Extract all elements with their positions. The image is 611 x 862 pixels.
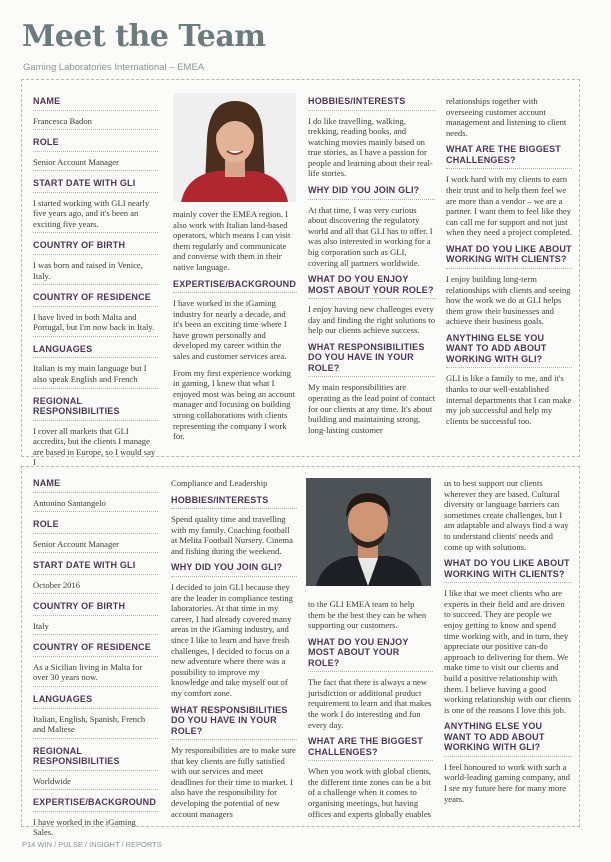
body-text: My responsibilities are to make sure that key clients are fully satisfied with our services and meet deadlines for their time to market. I also have the responsibility for developing the potential of new account managers	[171, 745, 296, 819]
profile2-column-2	[171, 478, 297, 825]
section-heading: LANGUAGES	[33, 344, 158, 359]
profile1-column-2	[173, 209, 297, 448]
languages-value: Italian, English, Spanish, French and Maltese	[33, 714, 158, 739]
body-text: I do like travelling, walking, trekking, reading books, and watching movies mainly based on true stories, as I have a passion for people and learning about their real-life stories.	[308, 115, 433, 179]
name-value: Francesca Badon	[33, 116, 158, 131]
profile-photo-francesca	[173, 93, 296, 202]
section-heading: REGIONAL RESPONSIBILITIES	[33, 746, 158, 771]
page-footer: P14 WIN / PULSE / INSIGHT / REPORTS	[22, 840, 162, 849]
page-subtitle: Gaming Laboratories International – EMEA	[23, 62, 205, 73]
page-title: Meet the Team	[22, 19, 266, 54]
section-heading: REGIONAL RESPONSIBILITIES	[33, 396, 158, 421]
profile-photo-antonino	[306, 478, 431, 586]
section-heading: COUNTRY OF BIRTH	[33, 601, 158, 616]
section-heading: WHAT DO YOU ENJOY MOST ABOUT YOUR ROLE?	[308, 274, 435, 299]
section-heading: ANYTHING ELSE YOU WANT TO ADD ABOUT WORKING WITH GLI?	[446, 333, 572, 369]
body-text: I like that we meet clients who are experts in their field and are driven to succeed. They are people we enjoy getting to know and spend time working with, and in turn, they appreciate our positive can-do approach to delivering for them. We make time to visit our clients and build a positive relationship with them. I believe having a good working relationship with our clients is one of the reasons I love this job.	[444, 588, 571, 715]
body-text: From my first experience working in gaming, I knew that what I enjoyed most was being an account manager and focusing on building strong collaborations with clients representing the company I work for.	[173, 367, 295, 442]
body-text: At that time, I was very curious about discovering the regulatory world and all that GLI has to offer. I was also interested in working for a big corporation such as GLI, covering all partners worldwide.	[308, 204, 433, 268]
section-heading: COUNTRY OF RESIDENCE	[33, 642, 158, 657]
name-value: Antonino Santangelo	[33, 498, 158, 513]
role-value: Senior Account Manager	[33, 539, 158, 554]
body-text: to the GLI EMEA team to help them be the best they can be when supporting our customers.	[308, 599, 427, 631]
profile2-column-1	[33, 478, 158, 844]
body-text: I have worked in the iGaming industry for nearly a decade, and it's been an exciting time where I have grown personally and developed my career within the sales and customer services area.	[173, 298, 287, 362]
section-heading: COUNTRY OF RESIDENCE	[33, 292, 158, 307]
profile1-column-3	[308, 96, 435, 441]
section-heading: WHAT RESPONSIBILITIES DO YOU HAVE IN YOUR ROLE?	[308, 342, 435, 378]
section-heading: LANGUAGES	[33, 694, 158, 709]
body-text: I work hard with my clients to earn their trust and to help them feel we are more than a vendor – we are a partner. I want them to feel like they can call me for support and not just when they need a project completed.	[446, 174, 572, 238]
country-of-birth-value: Italy	[33, 621, 158, 636]
section-heading: START DATE WITH GLI	[33, 560, 158, 575]
profile2-column-4	[444, 478, 571, 810]
section-heading: START DATE WITH GLI	[33, 178, 158, 193]
body-text: I enjoy building long-term relationships with clients and seeing how the work we do at GLI helps them grow their businesses and achieve their business goals.	[446, 273, 571, 327]
section-heading: WHAT DO YOU LIKE ABOUT WORKING WITH CLIENTS?	[444, 558, 571, 583]
section-heading: NAME	[33, 478, 158, 493]
body-text: mainly cover the EMEA region. I also work with Italian land-based operators, which means I can visit them regularly and communicate and converse with them in their native language.	[173, 209, 291, 272]
section-heading: HOBBIES/INTERESTS	[308, 96, 435, 111]
body-text: I have worked in the iGaming Sales.	[33, 816, 136, 838]
section-heading: WHAT DO YOU LIKE ABOUT WORKING WITH CLIENTS?	[446, 244, 572, 269]
body-text: Compliance and Leadership	[171, 478, 268, 488]
section-heading: WHAT DO YOU ENJOY MOST ABOUT YOUR ROLE?	[308, 637, 433, 673]
start-date-value: I started working with GLI nearly five years ago, and it's been an exciting five years.	[33, 198, 158, 234]
body-text: Spend quality time and travelling with my family. Coaching football at Melita Football Nursery. Cinema and fishing during the weekend.	[171, 514, 293, 556]
country-of-residence-value: I have lived in both Malta and Portugal, but I'm now back in Italy.	[33, 312, 158, 337]
profile1-column-1	[33, 96, 158, 474]
body-text: relationships together with overseeing customer account management and listening to client needs.	[446, 96, 567, 138]
regional-responsibilities-value: Worldwide	[33, 776, 158, 791]
body-text: I feel honoured to work with such a world-leading gaming company, and I see my future here for many more years.	[444, 761, 570, 804]
body-text: The fact that there is always a new jurisdiction or additional product requirement to learn and that makes the work I do interesting and fun every day.	[308, 677, 432, 730]
languages-value: Italian is my main language but I also speak English and French	[33, 363, 158, 388]
role-value: Senior Account Manager	[33, 157, 158, 172]
section-heading: WHAT RESPONSIBILITIES DO YOU HAVE IN YOUR ROLE?	[171, 705, 297, 741]
country-of-residence-value: As a Sicilian living in Malta for over 30 years now.	[33, 662, 158, 687]
body-text: My main responsibilities are operating as the lead point of contact for our clients at any time. It's about building and maintaining strong, long-lasting customer	[308, 382, 435, 435]
section-heading: WHAT ARE THE BIGGEST CHALLENGES?	[308, 736, 433, 761]
section-heading: HOBBIES/INTERESTS	[171, 495, 297, 510]
body-text: I enjoy having new challenges every day and finding the right solutions to help our clients achieve success.	[308, 304, 435, 336]
section-heading: COUNTRY OF BIRTH	[33, 240, 158, 255]
profile2-column-3	[308, 599, 433, 825]
body-text: GLI is like a family to me, and it's thanks to our well-established internal departments that I can make my job successful and help my clients be successful too.	[446, 373, 572, 426]
section-heading: WHAT ARE THE BIGGEST CHALLENGES?	[446, 144, 572, 169]
section-heading: ANYTHING ELSE YOU WANT TO ADD ABOUT WORKING WITH GLI?	[444, 721, 571, 757]
section-heading: WHY DID YOU JOIN GLI?	[308, 185, 435, 200]
country-of-birth-value: I was born and raised in Venice, Italy.	[33, 260, 158, 285]
body-text: When you work with global clients, the different time zones can be a bit of a challenge when it comes to organising meetings, but having offices and experts globally enables	[308, 766, 432, 819]
start-date-value: October 2016	[33, 580, 158, 595]
section-heading: EXPERTISE/BACKGROUND	[33, 797, 158, 812]
body-text: us to best support our clients wherever they are based. Cultural diversity or language barriers can sometimes create challenges, but I am adaptable and always find a way to understand clients' needs and come up with solutions.	[444, 478, 569, 552]
section-heading: EXPERTISE/BACKGROUND	[173, 279, 297, 294]
section-heading: ROLE	[33, 137, 158, 152]
profile1-column-4	[446, 96, 572, 432]
section-heading: NAME	[33, 96, 158, 111]
section-heading: ROLE	[33, 519, 158, 534]
body-text: I cover all markets that GLI accredits, but the clients I manage are based in Europe, so I would say I	[33, 425, 156, 468]
body-text: I decided to join GLI because they are the leader in compliance testing laboratories. At that time in my career, I had already covered many areas in the iGaming industry, and since I like to learn and have fresh challenges, I decided to focus on a new adventure where there was a possibility to improve my knowledge and take myself out of my comfort zone.	[171, 581, 293, 698]
section-heading: WHY DID YOU JOIN GLI?	[171, 562, 297, 577]
